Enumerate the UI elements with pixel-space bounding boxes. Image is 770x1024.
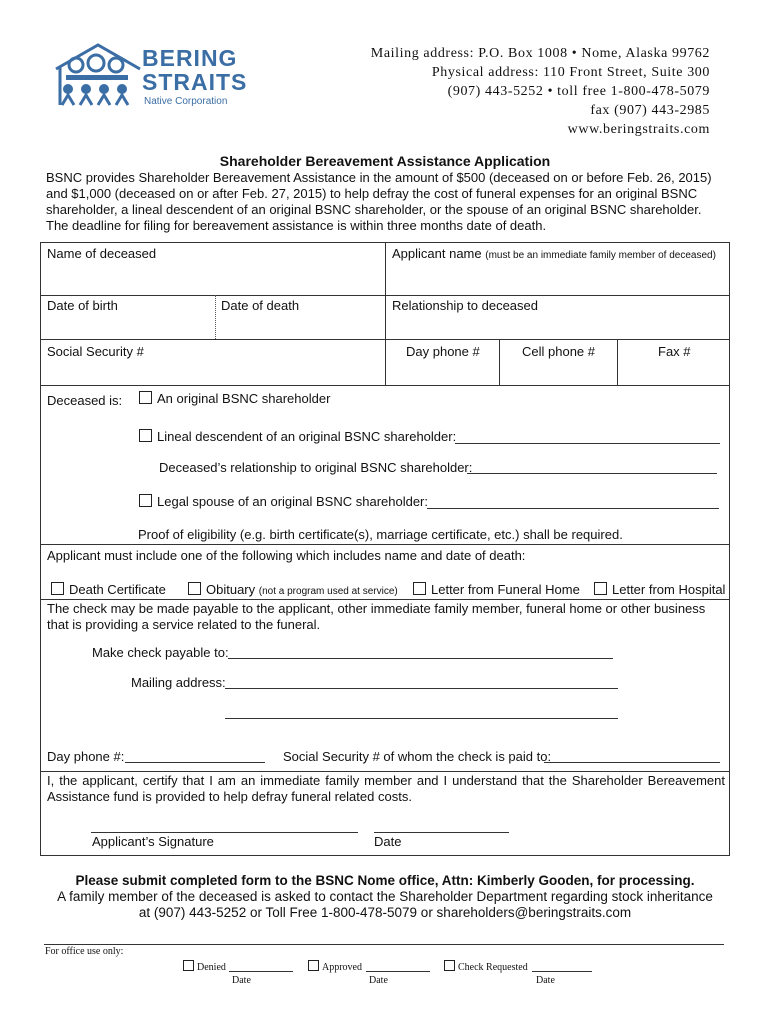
documents-intro: Applicant must include one of the following which includes name and date of death: [47,548,526,563]
dod-field[interactable]: Date of death [221,298,300,313]
company-logo [52,43,248,113]
signature-date-label: Date [374,834,402,849]
check-day-phone-label: Day phone #: [47,749,125,764]
obituary-option[interactable] [188,582,398,597]
death-certificate-option[interactable] [51,582,166,597]
checkbox-icon[interactable] [188,582,201,595]
check-requested-date-label: Date [536,975,555,986]
logo-figures-icon [52,43,144,111]
denied-date-label: Date [232,975,251,986]
death-certificate-label: Death Certificate [69,582,166,597]
legal-spouse-option[interactable] [139,494,428,509]
denied-option[interactable] [183,960,226,973]
logo-line-3: Native Corporation [144,96,228,107]
approved-option[interactable] [308,960,362,973]
checkbox-icon[interactable] [139,494,152,507]
logo-line-1: BERING [142,45,238,71]
approved-date-label: Date [369,975,388,986]
legal-spouse-line[interactable] [427,508,719,509]
check-requested-date-line[interactable] [532,971,592,972]
submit-instructions: Please submit completed form to the BSNC Nome office, Attn: Kimberly Gooden, for processing. [75,873,695,888]
check-requested-label: Check Requested [458,962,528,973]
original-shareholder-option[interactable] [139,391,330,406]
contact-line-1: A family member of the deceased is asked to contact the Shareholder Department regarding stock inheritance [57,889,713,904]
deceased-is-label: Deceased is: [47,393,123,408]
day-phone-field[interactable]: Day phone # [406,344,480,359]
signature-line[interactable] [91,832,358,833]
mailing-address-line-2[interactable] [225,718,618,719]
approved-label: Approved [322,962,362,973]
denied-label: Denied [197,962,226,973]
contact-line-2: at (907) 443-5252 or Toll Free 1-800-478-5079 or shareholders@beringstraits.com [138,905,632,920]
intro-paragraph: BSNC provides Shareholder Bereavement Assistance in the amount of $500 (deceased on or before Feb. 26, 2015) and $1,000 (deceased on or after Feb. 27, 2015) to help defray the cost of funeral expenses for an original BSNC shareholder, a lineal descendent of an original BSNC shareholder, or the spouse of an original BSNC shareholder. The deadline for filing for bereavement assistance is within three months date of death. [46,170,712,233]
original-shareholder-label: An original BSNC shareholder [157,391,331,406]
relationship-original-label: Deceased’s relationship to original BSNC shareholder: [159,460,473,475]
obituary-label: Obituary [206,582,256,597]
form-title: Shareholder Bereavement Assistance Application [219,153,551,169]
applicant-name-field[interactable] [392,246,716,261]
dob-field[interactable]: Date of birth [47,298,118,313]
checkbox-icon[interactable] [183,960,194,971]
ssn-field[interactable]: Social Security # [47,344,144,359]
obituary-note: (not a program used at service) [258,586,398,597]
signature-label: Applicant’s Signature [92,834,214,849]
checkbox-icon[interactable] [594,582,607,595]
logo-line-2: STRAITS [142,69,248,95]
check-requested-option[interactable] [444,960,528,973]
checkbox-icon[interactable] [51,582,64,595]
cell-phone-field[interactable]: Cell phone # [522,344,595,359]
denied-date-line[interactable] [229,971,293,972]
hospital-option[interactable] [594,582,725,597]
checkbox-icon[interactable] [139,391,152,404]
fax-field[interactable]: Fax # [658,344,691,359]
make-check-label: Make check payable to: [92,645,229,660]
applicant-name-label: Applicant name [392,246,482,261]
relationship-original-line[interactable] [467,473,717,474]
name-deceased-field[interactable]: Name of deceased [47,246,157,261]
relationship-field[interactable]: Relationship to deceased [392,298,538,313]
mailing-address-label: Mailing address: [131,675,226,690]
lineal-descendent-label: Lineal descendent of an original BSNC shareholder: [157,429,457,444]
office-use-label: For office use only: [45,946,124,957]
mailing-address-line-1[interactable] [225,688,618,689]
website: www.beringstraits.com [567,122,710,137]
phone-line: (907) 443-5252 • toll free 1-800-478-5079 [447,84,710,99]
hospital-label: Letter from Hospital [612,582,726,597]
signature-date-line[interactable] [374,832,509,833]
funeral-home-label: Letter from Funeral Home [431,582,580,597]
application-form [40,242,730,856]
check-ssn-label: Social Security # of whom the check is paid to: [283,749,552,764]
checkbox-icon[interactable] [444,960,455,971]
check-day-phone-line[interactable] [125,762,265,763]
mailing-address: Mailing address: P.O. Box 1008 • Nome, Alaska 99762 [370,46,710,61]
applicant-name-note: (must be an immediate family member of deceased) [485,250,716,261]
check-payable-note: The check may be made payable to the applicant, other immediate family member, funeral home or other business that is providing a service related to the funeral. [47,601,706,632]
legal-spouse-label: Legal spouse of an original BSNC shareholder: [157,494,429,509]
funeral-home-option[interactable] [413,582,580,597]
approved-date-line[interactable] [366,971,430,972]
checkbox-icon[interactable] [413,582,426,595]
physical-address: Physical address: 110 Front Street, Suite 300 [431,65,710,80]
proof-note: Proof of eligibility (e.g. birth certificate(s), marriage certificate, etc.) shall be required. [138,527,623,542]
address-block [371,44,710,139]
lineal-descendent-option[interactable] [139,429,456,444]
make-check-line[interactable] [228,658,613,659]
fax-line: fax (907) 443-2985 [590,103,710,118]
certify-statement: I, the applicant, certify that I am an immediate family member and I understand that the Shareholder Bereavement Assistance fund is provided to help defray funeral related costs. [47,773,725,804]
check-ssn-line[interactable] [544,762,720,763]
lineal-descendent-line[interactable] [455,443,720,444]
checkbox-icon[interactable] [139,429,152,442]
office-divider [44,944,724,945]
checkbox-icon[interactable] [308,960,319,971]
